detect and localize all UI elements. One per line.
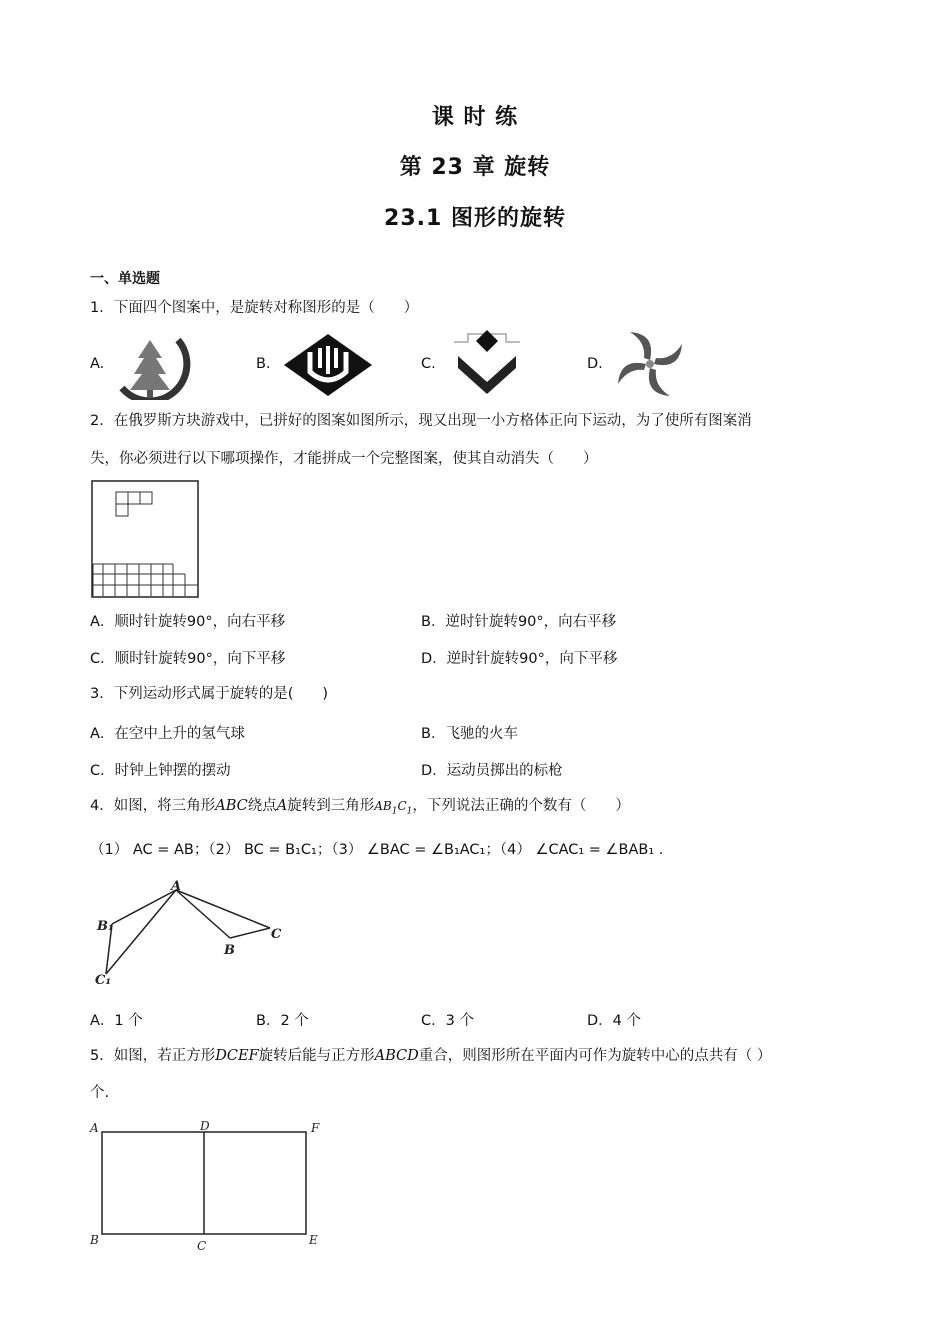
q2-option-d: D．逆时针旋转90°，向下平移 (421, 651, 618, 667)
q4-option-d: D．4 个 (587, 1013, 641, 1029)
q2-option-b: B．逆时针旋转90°，向右平移 (421, 614, 617, 630)
q5-label-d: D (200, 1119, 210, 1133)
q3-option-d: D．运动员掷出的标枪 (421, 763, 563, 779)
question-2-stem-line1: 2．在俄罗斯方块游戏中，已拼好的图案如图所示，现又出现一小方格体正向下运动，为了使所有图案消 (90, 413, 752, 429)
q5-label-e: E (309, 1233, 318, 1247)
q4-option-a: A．1 个 (90, 1013, 143, 1029)
question-2-stem-line2: 失，你必须进行以下哪项操作，才能拼成一个完整图案，使其自动消失（ ） (90, 451, 598, 467)
section-title: 23.1 图形的旋转 (384, 206, 566, 231)
q4-label-a: A (171, 879, 182, 894)
q4-triangle-figure (90, 878, 290, 993)
q3-option-b: B．飞驰的火车 (421, 726, 518, 742)
q1-option-c-label: C. (421, 356, 436, 372)
question-4-items: （1） AC = AB；（2） BC = B₁C₁；（3） ∠BAC = ∠B₁AC₁；（4） ∠CAC₁ = ∠BAB₁ . (90, 842, 664, 858)
q4-label-b: B (224, 943, 235, 958)
q1-chevron-emblem-icon (446, 326, 528, 400)
chapter-title: 第 23 章 旋转 (399, 155, 551, 180)
q5-label-c: C (197, 1239, 207, 1253)
question-3-stem: 3．下列运动形式属于旋转的是( ) (90, 686, 329, 702)
q2-tetris-figure (91, 480, 201, 600)
q1-pinwheel-icon (612, 328, 688, 400)
question-4-stem: 4．如图，将三角形ABC绕点A旋转到三角形$AB_1C_1$，下列说法正确的个数有（ ） (90, 798, 630, 817)
q4-label-c: C (271, 927, 282, 942)
question-5-stem-line2: 个. (90, 1085, 110, 1101)
q2-option-c: C．顺时针旋转90°，向下平移 (90, 651, 286, 667)
q4-option-c: C．3 个 (421, 1013, 474, 1029)
q4-label-b1: B₁ (97, 919, 114, 934)
q1-option-a-label: A. (90, 356, 105, 372)
section-label: 一、单选题 (90, 271, 160, 287)
page-title: 课 时 练 (431, 105, 519, 130)
q1-diamond-emblem-icon (282, 332, 374, 398)
q5-squares-figure (88, 1118, 328, 1254)
q5-label-a: A (90, 1121, 99, 1135)
q2-option-a: A．顺时针旋转90°，向右平移 (90, 614, 286, 630)
q5-label-f: F (311, 1121, 320, 1135)
q3-option-a: A．在空中上升的氢气球 (90, 726, 245, 742)
q1-option-d-label: D. (587, 356, 603, 372)
q4-label-c1: C₁ (95, 973, 112, 988)
q1-tree-icon (112, 330, 192, 400)
question-1-stem: 1．下面四个图案中，是旋转对称图形的是（ ） (90, 300, 419, 316)
question-5-stem: 5．如图，若正方形DCEF旋转后能与正方形ABCD重合，则图形所在平面内可作为旋转中心的点共有（ ） (90, 1048, 772, 1064)
q1-option-b-label: B. (256, 356, 271, 372)
q4-option-b: B．2 个 (256, 1013, 309, 1029)
q5-label-b: B (90, 1233, 99, 1247)
q3-option-c: C．时钟上钟摆的摆动 (90, 763, 231, 779)
